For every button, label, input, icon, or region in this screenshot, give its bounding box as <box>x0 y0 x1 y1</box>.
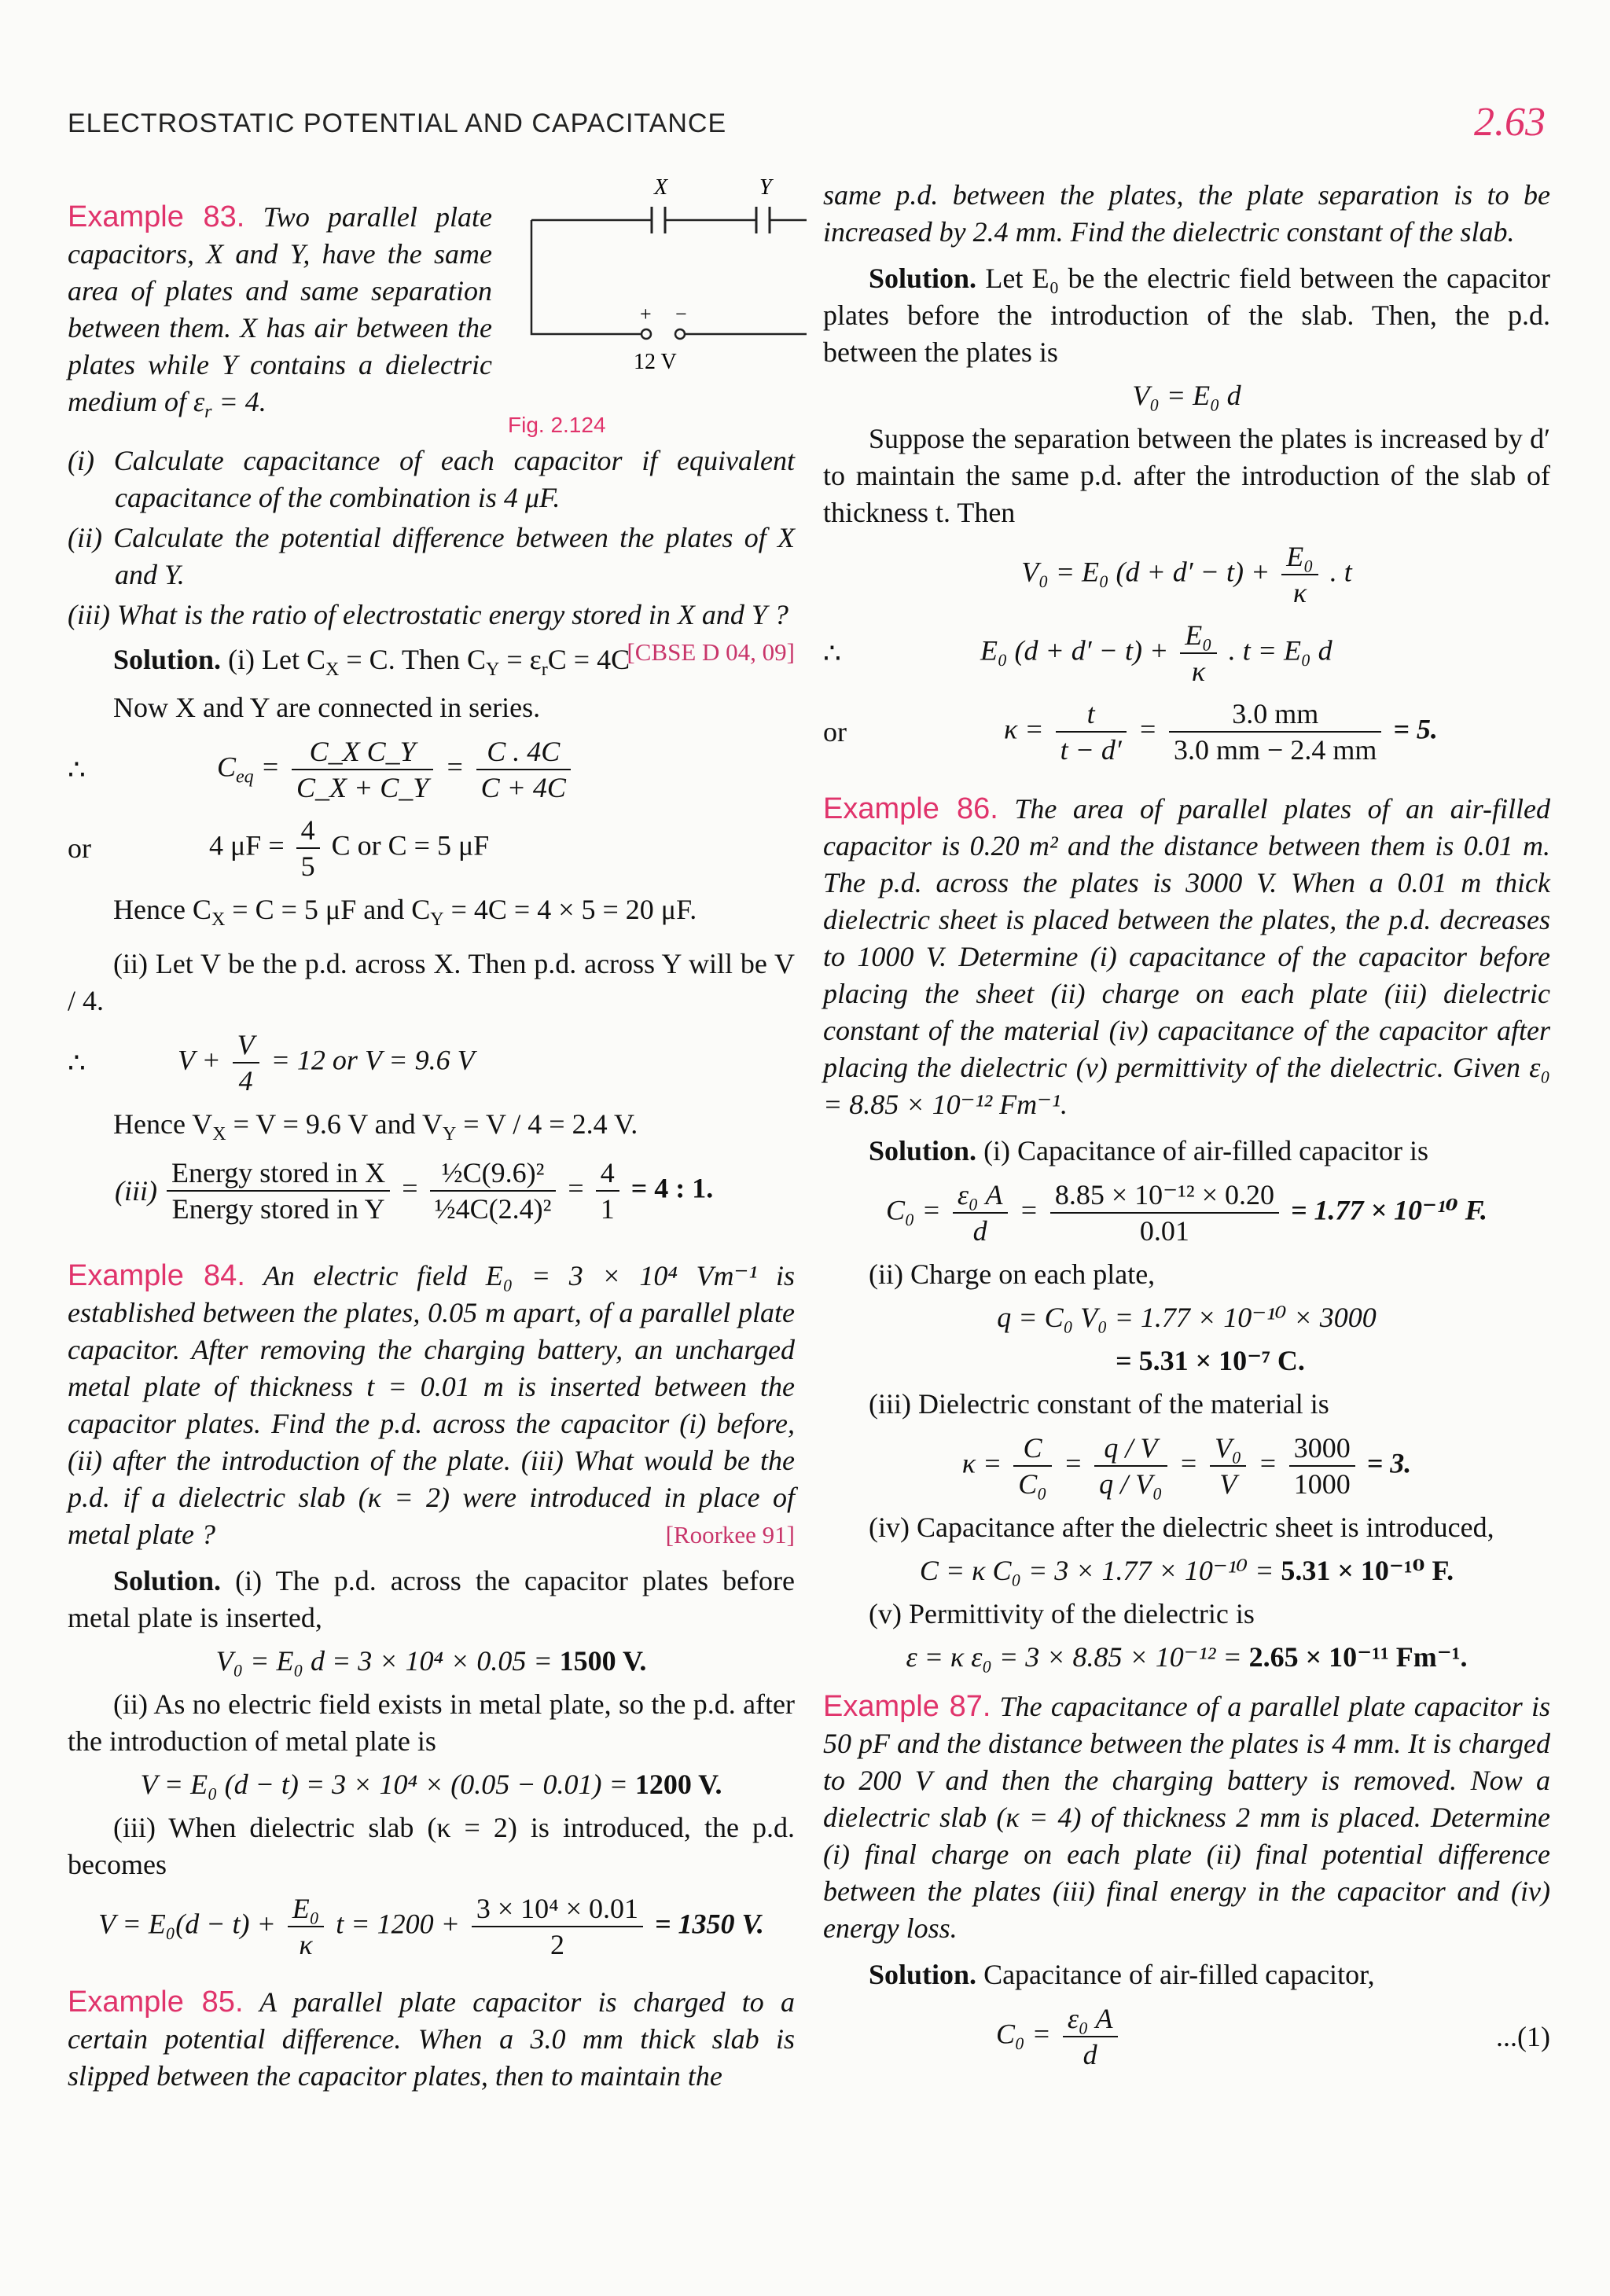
battery-negative-terminal <box>675 329 685 339</box>
v-equation: ∴ V + $\frac{V}{4}$ = 12 or V = 9.6 V <box>68 1029 475 1097</box>
example-85-heading: Example 85. <box>68 1986 244 2019</box>
svg-text:+: + <box>640 303 652 325</box>
example-85-text-2: Suppose the separation between the plates is increased by d′ to maintain the same p.d. after the introduction of the slab of thickness t. Then <box>823 423 1550 528</box>
example-84-solution-iii: (iii) When dielectric slab (κ = 2) is introduced, the p.d. becomes <box>68 1812 795 1880</box>
example-86-question: Example 86. The area of parallel plates of an air-filled capacitor is 0.20 m² and the distance between them is 0.01 m. The p.d. across the plates is 3000 V. When a 0.01 m thick dielectric sheet is placed between the plates, the p.d. decreases to 1000 V. Determine (i) capacitance of the capacitor before placing the sheet (ii) charge on each plate (iii) dielectric constant of the material (iv) capacitance of the capacitor after placing the dielectric (v) permittivity of the dielectric. Given ε₀ = 8.85 × 10⁻¹² Fm⁻¹. <box>823 792 1550 1120</box>
figure-caption: Fig. 2.124 <box>508 413 606 437</box>
example-86-eq-5: ε = κ ε₀ = 3 × 8.85 × 10⁻¹² = 2.65 × 10⁻¹¹ Fm⁻¹. <box>906 1641 1468 1673</box>
example-86 <box>823 791 1550 1676</box>
example-86-eq-4: C = κ C₀ = 3 × 1.77 × 10⁻¹⁰ = 5.31 × 10⁻¹⁰ F. <box>919 1555 1454 1586</box>
example-87-question: Example 87. The capacitance of a parallel plate capacitor is 50 pF and the distance between the plates is 4 mm. It is charged to 200 V and then the charging battery is removed. Now a dielectric slab (κ = 4) of thickness 2 mm is placed. Determine (i) final charge on each plate (ii) final potential difference between the plates (iii) final energy in the capacitor and (iv) energy loss. <box>823 1690 1550 1944</box>
example-83-part-i: (i) Calculate capacitance of each capacitor if equivalent capacitance of the combination is 4 μF. <box>68 445 795 513</box>
example-85-solution: Solution. Let E₀ be the electric field between the capacitor plates before the introduction of the slab. Then, the p.d. between the plates is <box>823 263 1550 368</box>
example-85-continued <box>823 177 1550 767</box>
energy-ratio-equation: (iii) $\frac{\text{Energy stored in X}}{\text{Energy stored in Y}}$ = $\frac{\text{½C(9.6)²}}{\text{½4C(2.4)²}}$ = $\frac{4}{1}$ = 4 : 1. <box>115 1157 714 1225</box>
capacitor-x-label: X <box>654 177 668 200</box>
series-text: Now X and Y are connected in series. <box>113 692 541 723</box>
svg-text:−: − <box>675 303 687 325</box>
example-85-eq-1: V₀ = E₀ d <box>1132 380 1241 411</box>
example-84 <box>68 1258 795 1962</box>
example-87 <box>823 1688 1550 2072</box>
example-85-eq-4: or κ = $\frac{t}{t - d'}$ = $\frac{3.0 mm}{3.0 mm - 2.4 mm}$ = 5. <box>823 698 1438 766</box>
battery-voltage-label: 12 V <box>634 350 677 374</box>
left-column <box>68 177 795 2095</box>
example-85-question: Example 85. A parallel plate capacitor is charged to a certain potential difference. When a 3.0 mm thick slab is slipped between the capacitor plates, then to maintain the <box>68 1986 795 2092</box>
example-86-heading: Example 86. <box>823 792 998 825</box>
example-83-part-ii: (ii) Calculate the potential difference between the plates of X and Y. <box>68 522 795 590</box>
example-85 <box>68 1984 795 2095</box>
example-83-hence-1: Hence $C_X = C = 5$ μF and $C_Y = 4C = 4 \times 5 = 20$ μF. <box>113 894 697 931</box>
example-83-solution-intro: Solution. (i) Let $C_X = C$. Then $C_Y = \varepsilon_rC = 4C$ <box>113 644 630 681</box>
example-86-solution-iii: (iii) Dielectric constant of the material is <box>869 1388 1329 1420</box>
example-87-solution: Solution. Capacitance of air-filled capacitor, <box>869 1959 1375 1990</box>
page-number: 2.63 <box>1474 100 1546 145</box>
reference-roorkee: [Roorkee 91] <box>665 1521 795 1548</box>
example-87-eq-1: C₀ = $\frac{\text{ε₀ A}}{d}$ ...(1) <box>996 2003 1550 2070</box>
example-84-eq-2: V = E₀ (d − t) = 3 × 10⁴ × (0.05 − 0.01) = 1200 V. <box>140 1769 722 1800</box>
equation-tag: ...(1) <box>1496 2020 1550 2052</box>
battery-positive-terminal <box>641 329 651 339</box>
example-86-eq-2: q = C₀ V₀ = 1.77 × 10⁻¹⁰ × 3000 <box>997 1302 1377 1333</box>
circuit-diagram <box>508 177 807 405</box>
capacitor-y-label: Y <box>759 177 772 200</box>
capacitor-x-symbol <box>652 207 665 233</box>
right-column <box>823 177 1550 2080</box>
page-header <box>68 100 1546 163</box>
capacitor-y-symbol <box>756 207 770 233</box>
example-84-solution-ii: (ii) As no electric field exists in metal plate, so the p.d. after the introduction of metal plate is <box>68 1688 795 1757</box>
example-86-eq-2b: = 5.31 × 10⁻⁷ C. <box>1116 1345 1305 1376</box>
example-85-eq-2: V₀ = E₀ (d + d′ − t) + $\frac{\text{E₀}}{\kappa}$ . t <box>1021 541 1352 608</box>
example-86-eq-3: κ = $\frac{C}{\text{C₀}}$ = $\frac{q / V}{\text{q / V₀}}$ = $\frac{\text{V₀}}{V}$ = $\frac{3000}{1000}$ = 3. <box>961 1432 1412 1500</box>
example-83-part-iii: (iii) What is the ratio of electrostatic energy stored in X and Y ? [CBSE D 04, 09] <box>68 597 795 634</box>
example-86-solution-ii: (ii) Charge on each plate, <box>869 1258 1156 1290</box>
example-84-question: Example 84. An electric field E₀ = 3 × 10⁴ Vm⁻¹ is established between the plates, 0.05 m apart, of a parallel plate capacitor. After removing the charging battery, an uncharged metal plate of thickness t = 0.01 m is inserted between the capacitor plates. Find the p.d. across the capacitor (i) before, (ii) after the introduction of the plate. (iii) What would be the p.d. if a dielectric slab (κ = 2) were introduced in place of metal plate ? [Roorkee 91] <box>68 1258 795 1553</box>
example-84-solution-i: Solution. (i) The p.d. across the capacitor plates before metal plate is inserted, <box>68 1565 795 1633</box>
example-85-eq-3: ∴ E₀ (d + d′ − t) + $\frac{\text{E₀}}{\kappa}$ . t = E₀ d <box>823 619 1332 687</box>
example-86-solution-i: Solution. (i) Capacitance of air-filled capacitor is <box>869 1135 1429 1166</box>
example-87-heading: Example 87. <box>823 1690 991 1723</box>
ceq-equation: ∴ $C_{eq}$ = $\frac{\text{C\_X C\_Y}}{C\_X + C\_Y}$ = $\frac{C . 4C}{C + 4C}$ <box>68 734 795 805</box>
example-83-hence-2: Hence $V_X = V = 9.6$ V and $V_Y = V / 4 = 2.4$ V. <box>113 1108 638 1145</box>
example-86-solution-iv: (iv) Capacitance after the dielectric sheet is introduced, <box>869 1512 1494 1543</box>
chapter-title: ELECTROSTATIC POTENTIAL AND CAPACITANCE <box>68 108 727 138</box>
example-83-question: Example 83. Two parallel plate capacitors, X and Y, have the same area of plates and same separation between them. X has air between the plates while Y contains a dielectric medium of $\varepsilon_r = 4$. <box>68 200 493 423</box>
example-84-heading: Example 84. <box>68 1259 245 1292</box>
example-86-solution-v: (v) Permittivity of the dielectric is <box>869 1598 1255 1629</box>
example-83-part-ii-solution: (ii) Let V be the p.d. across X. Then p.d. across Y will be V / 4. <box>68 948 795 1016</box>
c-value-equation: or 4 μF = $\frac{4}{5}$ C or C = 5 μF <box>68 814 490 882</box>
example-84-eq-3: V = E₀(d − t) + $\frac{\text{E₀}}{\kappa}$ t = 1200 + $\frac{\text{3 × 10⁴ × 0.01}}{2}$ = 1350 V. <box>98 1893 764 1960</box>
example-83 <box>68 177 795 1226</box>
fig-circuit <box>508 177 807 436</box>
example-86-eq-1: C₀ = $\frac{\text{ε₀ A}}{d}$ = $\frac{\text{8.85 × 10⁻¹² × 0.20}}{0.01}$ = 1.77 × 10⁻¹⁰ F. <box>886 1179 1487 1247</box>
reference-cbse: [CBSE D 04, 09] <box>627 638 795 666</box>
example-83-heading: Example 83. <box>68 200 245 233</box>
example-85-question-continued: same p.d. between the plates, the plate separation is to be increased by 2.4 mm. Find the dielectric constant of the slab. <box>823 179 1550 248</box>
example-84-eq-1: V₀ = E₀ d = 3 × 10⁴ × 0.05 = 1500 V. <box>215 1645 647 1677</box>
